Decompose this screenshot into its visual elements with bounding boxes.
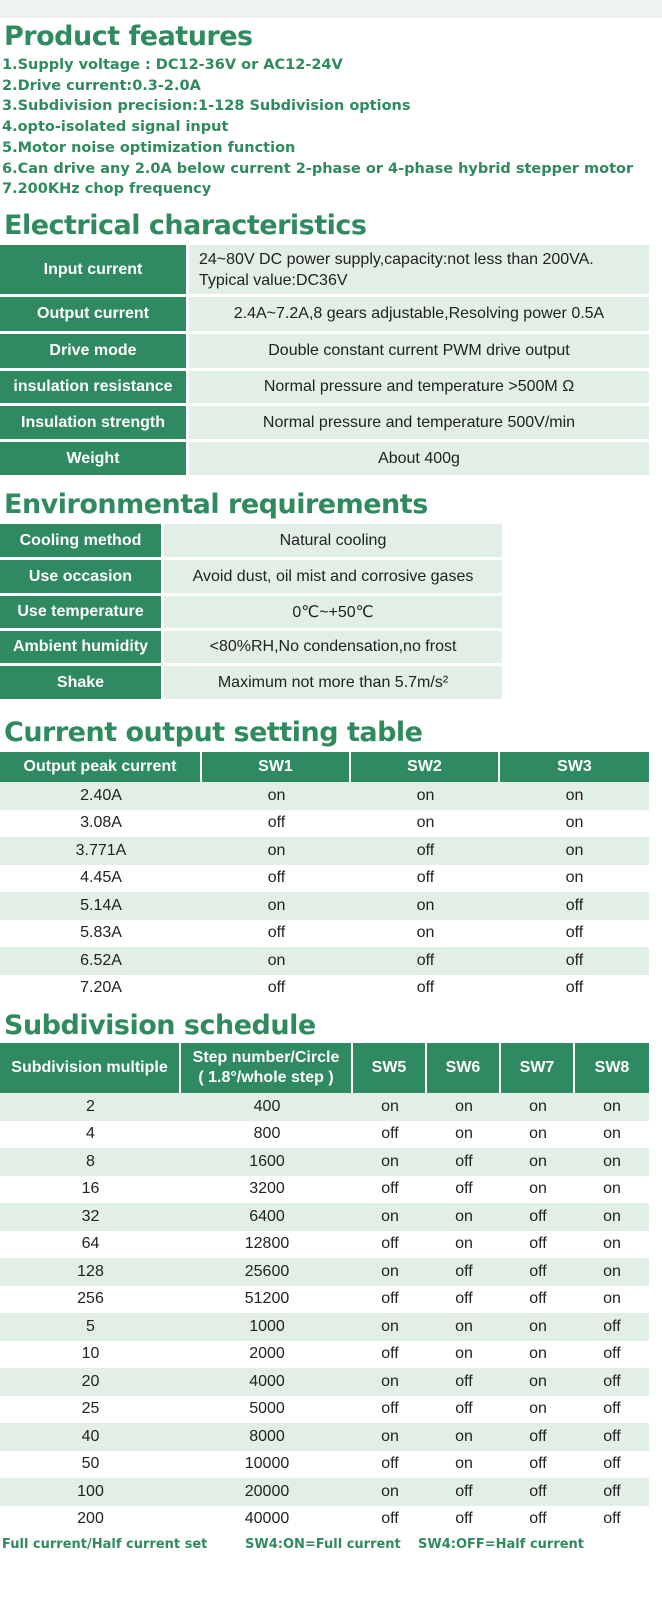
table-cell: off bbox=[353, 1176, 427, 1204]
table-cell: 3.08A bbox=[0, 810, 202, 838]
table-cell: on bbox=[427, 1231, 501, 1259]
table-cell: 8000 bbox=[181, 1423, 353, 1451]
table-row bbox=[0, 1286, 649, 1314]
table-cell: off bbox=[501, 1478, 575, 1506]
row-value: <80%RH,No condensation,no frost bbox=[164, 631, 502, 666]
table-cell: 2.40A bbox=[0, 782, 202, 810]
table-row bbox=[0, 1176, 649, 1204]
table-cell: 40 bbox=[0, 1423, 181, 1451]
table-cell: on bbox=[575, 1176, 649, 1204]
table-row bbox=[0, 1451, 649, 1479]
table-cell: on bbox=[501, 1341, 575, 1369]
feature-item: 1.Supply voltage : DC12-36V or AC12-24V bbox=[2, 57, 343, 73]
table-row bbox=[0, 406, 649, 442]
row-value: Maximum not more than 5.7m/s² bbox=[164, 666, 502, 702]
table-cell: 5 bbox=[0, 1313, 181, 1341]
table-cell: on bbox=[501, 1176, 575, 1204]
row-label: Cooling method bbox=[0, 524, 164, 560]
table-cell: off bbox=[575, 1341, 649, 1369]
table-row bbox=[0, 1368, 649, 1396]
table-cell: on bbox=[427, 1341, 501, 1369]
table-cell: on bbox=[501, 1368, 575, 1396]
table-cell: off bbox=[500, 892, 649, 920]
table-row bbox=[0, 442, 649, 478]
table-cell: off bbox=[501, 1231, 575, 1259]
table-cell: 50 bbox=[0, 1451, 181, 1479]
current-table-title: Current output setting table bbox=[4, 717, 423, 748]
table-cell: off bbox=[575, 1451, 649, 1479]
table-cell: off bbox=[575, 1506, 649, 1534]
table-row bbox=[0, 865, 649, 893]
table-row bbox=[0, 1231, 649, 1259]
row-label: Use temperature bbox=[0, 596, 164, 631]
table-cell: 5000 bbox=[181, 1396, 353, 1424]
row-value: Normal pressure and temperature >500M Ω bbox=[189, 371, 649, 406]
feature-item: 6.Can drive any 2.0A below current 2-phase or 4-phase hybrid stepper motor bbox=[2, 160, 634, 177]
table-cell: on bbox=[353, 1258, 427, 1286]
table-cell: 40000 bbox=[181, 1506, 353, 1534]
table-cell: off bbox=[427, 1506, 501, 1534]
table-cell: off bbox=[575, 1423, 649, 1451]
table-row bbox=[0, 892, 649, 920]
table-row bbox=[0, 837, 649, 865]
table-cell: off bbox=[351, 837, 500, 865]
table-cell: on bbox=[353, 1423, 427, 1451]
table-cell: on bbox=[351, 892, 500, 920]
column-header-subline: ( 1.8°/whole step ) bbox=[198, 1069, 334, 1086]
table-cell: 2000 bbox=[181, 1341, 353, 1369]
table-cell: 7.20A bbox=[0, 975, 202, 1003]
table-row bbox=[0, 810, 649, 838]
row-label: Weight bbox=[0, 442, 189, 478]
table-cell: on bbox=[353, 1148, 427, 1176]
table-cell: 256 bbox=[0, 1286, 181, 1314]
table-cell: off bbox=[353, 1341, 427, 1369]
table-cell: on bbox=[575, 1121, 649, 1149]
table-cell: on bbox=[353, 1093, 427, 1121]
table-cell: off bbox=[501, 1258, 575, 1286]
table-cell: on bbox=[501, 1148, 575, 1176]
table-cell: on bbox=[202, 837, 351, 865]
table-cell: on bbox=[501, 1121, 575, 1149]
table-cell: on bbox=[427, 1313, 501, 1341]
table-cell: 25600 bbox=[181, 1258, 353, 1286]
row-label: insulation resistance bbox=[0, 371, 189, 406]
table-cell: 2 bbox=[0, 1093, 181, 1121]
table-cell: on bbox=[575, 1148, 649, 1176]
current-table-body bbox=[0, 782, 649, 1002]
table-cell: on bbox=[575, 1093, 649, 1121]
table-row bbox=[0, 666, 502, 702]
table-row bbox=[0, 1203, 649, 1231]
table-row bbox=[0, 1148, 649, 1176]
current-output-table bbox=[0, 752, 649, 1002]
row-value-line: 24~80V DC power supply,capacity:not less than 200VA. bbox=[199, 250, 594, 268]
table-cell: 128 bbox=[0, 1258, 181, 1286]
table-row bbox=[0, 1506, 649, 1534]
table-row bbox=[0, 1313, 649, 1341]
column-header: SW3 bbox=[500, 752, 649, 782]
table-cell: 4000 bbox=[181, 1368, 353, 1396]
environmental-title: Environmental requirements bbox=[4, 489, 428, 520]
table-cell: on bbox=[575, 1203, 649, 1231]
table-row bbox=[0, 245, 649, 297]
table-cell: on bbox=[500, 865, 649, 893]
table-cell: off bbox=[202, 975, 351, 1003]
row-value: Natural cooling bbox=[164, 524, 502, 560]
subdivision-table-body bbox=[0, 1093, 649, 1533]
column-header: SW1 bbox=[202, 752, 351, 782]
table-cell: on bbox=[427, 1423, 501, 1451]
row-value: 2.4A~7.2A,8 gears adjustable,Resolving power 0.5A bbox=[189, 297, 649, 334]
table-cell: off bbox=[427, 1478, 501, 1506]
electrical-title: Electrical characteristics bbox=[4, 210, 367, 241]
table-cell: on bbox=[501, 1313, 575, 1341]
table-cell: 16 bbox=[0, 1176, 181, 1204]
table-cell: off bbox=[427, 1368, 501, 1396]
feature-item: 7.200KHz chop frequency bbox=[2, 181, 212, 198]
table-cell: off bbox=[501, 1203, 575, 1231]
column-header bbox=[181, 1043, 353, 1093]
table-cell: 5.83A bbox=[0, 920, 202, 948]
table-cell: 4.45A bbox=[0, 865, 202, 893]
table-cell: 5.14A bbox=[0, 892, 202, 920]
table-cell: 20 bbox=[0, 1368, 181, 1396]
table-cell: off bbox=[353, 1286, 427, 1314]
table-row bbox=[0, 596, 502, 631]
row-label: Ambient humidity bbox=[0, 631, 164, 666]
table-row bbox=[0, 1258, 649, 1286]
table-cell: on bbox=[351, 920, 500, 948]
table-cell: on bbox=[500, 810, 649, 838]
table-cell: 51200 bbox=[181, 1286, 353, 1314]
table-cell: off bbox=[500, 947, 649, 975]
table-row bbox=[0, 1093, 649, 1121]
footer-note bbox=[0, 1537, 662, 1557]
table-cell: on bbox=[353, 1368, 427, 1396]
table-cell: off bbox=[427, 1176, 501, 1204]
table-cell: on bbox=[353, 1478, 427, 1506]
footer-note-off: SW4:OFF=Half current bbox=[418, 1537, 585, 1552]
row-label: Use occasion bbox=[0, 560, 164, 596]
feature-item: 5.Motor noise optimization function bbox=[2, 139, 296, 156]
table-cell: 25 bbox=[0, 1396, 181, 1424]
table-cell: off bbox=[351, 975, 500, 1003]
table-cell: 8 bbox=[0, 1148, 181, 1176]
product-features-title: Product features bbox=[4, 21, 253, 52]
table-row bbox=[0, 297, 649, 334]
table-cell: off bbox=[353, 1451, 427, 1479]
table-cell: 4 bbox=[0, 1121, 181, 1149]
table-cell: on bbox=[427, 1121, 501, 1149]
table-header-row bbox=[0, 752, 649, 782]
footer-note-on: SW4:ON=Full current bbox=[245, 1537, 401, 1552]
table-cell: off bbox=[575, 1396, 649, 1424]
table-cell: 100 bbox=[0, 1478, 181, 1506]
table-cell: on bbox=[500, 782, 649, 810]
table-cell: on bbox=[427, 1203, 501, 1231]
row-label: Drive mode bbox=[0, 334, 189, 371]
table-row bbox=[0, 1121, 649, 1149]
table-cell: 3200 bbox=[181, 1176, 353, 1204]
table-cell: off bbox=[501, 1451, 575, 1479]
table-cell: off bbox=[575, 1478, 649, 1506]
table-cell: 1600 bbox=[181, 1148, 353, 1176]
table-cell: 6400 bbox=[181, 1203, 353, 1231]
table-cell: 32 bbox=[0, 1203, 181, 1231]
subdivision-title: Subdivision schedule bbox=[4, 1010, 316, 1041]
feature-item: 4.opto-isolated signal input bbox=[2, 119, 229, 136]
table-cell: off bbox=[353, 1231, 427, 1259]
table-cell: 1000 bbox=[181, 1313, 353, 1341]
column-header-line: Step number/Circle bbox=[192, 1049, 340, 1066]
table-cell: on bbox=[427, 1451, 501, 1479]
table-cell: on bbox=[501, 1396, 575, 1424]
table-cell: off bbox=[202, 920, 351, 948]
table-cell: 3.771A bbox=[0, 837, 202, 865]
row-value: Avoid dust, oil mist and corrosive gases bbox=[164, 560, 502, 596]
table-cell: on bbox=[575, 1231, 649, 1259]
table-cell: off bbox=[202, 810, 351, 838]
table-row bbox=[0, 631, 502, 666]
table-cell: 20000 bbox=[181, 1478, 353, 1506]
row-value: Double constant current PWM drive output bbox=[189, 334, 649, 371]
subdivision-table bbox=[0, 1043, 649, 1533]
table-cell: 10 bbox=[0, 1341, 181, 1369]
column-header: SW8 bbox=[575, 1043, 649, 1093]
table-cell: on bbox=[427, 1093, 501, 1121]
table-cell: on bbox=[353, 1203, 427, 1231]
table-cell: on bbox=[202, 892, 351, 920]
column-header: SW7 bbox=[501, 1043, 575, 1093]
table-cell: off bbox=[427, 1396, 501, 1424]
table-cell: off bbox=[427, 1258, 501, 1286]
table-row bbox=[0, 1396, 649, 1424]
table-row bbox=[0, 782, 649, 810]
column-header: SW6 bbox=[427, 1043, 501, 1093]
table-cell: off bbox=[501, 1286, 575, 1314]
table-cell: on bbox=[575, 1258, 649, 1286]
top-strip bbox=[0, 0, 662, 18]
table-row bbox=[0, 1341, 649, 1369]
row-value: 0℃~+50℃ bbox=[164, 596, 502, 631]
table-cell: 400 bbox=[181, 1093, 353, 1121]
environmental-table bbox=[0, 524, 502, 702]
table-cell: 12800 bbox=[181, 1231, 353, 1259]
table-cell: on bbox=[351, 782, 500, 810]
table-cell: off bbox=[351, 947, 500, 975]
table-cell: off bbox=[575, 1313, 649, 1341]
table-cell: off bbox=[500, 975, 649, 1003]
row-label: Shake bbox=[0, 666, 164, 702]
table-row bbox=[0, 334, 649, 371]
footer-note-label: Full current/Half current set bbox=[2, 1537, 208, 1552]
table-cell: on bbox=[501, 1093, 575, 1121]
feature-item: 2.Drive current:0.3-2.0A bbox=[2, 77, 201, 94]
electrical-table bbox=[0, 245, 649, 478]
table-cell: off bbox=[353, 1121, 427, 1149]
row-value: Normal pressure and temperature 500V/min bbox=[189, 406, 649, 442]
table-cell: on bbox=[353, 1313, 427, 1341]
table-cell: 800 bbox=[181, 1121, 353, 1149]
row-value bbox=[189, 245, 649, 297]
table-row bbox=[0, 947, 649, 975]
table-cell: off bbox=[353, 1396, 427, 1424]
table-cell: 6.52A bbox=[0, 947, 202, 975]
table-cell: on bbox=[575, 1286, 649, 1314]
table-cell: on bbox=[202, 782, 351, 810]
table-cell: off bbox=[353, 1506, 427, 1534]
column-header: Subdivision multiple bbox=[0, 1043, 181, 1093]
table-cell: off bbox=[501, 1506, 575, 1534]
table-row bbox=[0, 524, 502, 560]
row-value: About 400g bbox=[189, 442, 649, 478]
table-header-row bbox=[0, 1043, 649, 1093]
table-row bbox=[0, 1478, 649, 1506]
product-features-list bbox=[2, 55, 633, 200]
table-cell: on bbox=[202, 947, 351, 975]
table-cell: on bbox=[500, 837, 649, 865]
row-value-line: Typical value:DC36V bbox=[199, 271, 348, 289]
row-label: Insulation strength bbox=[0, 406, 189, 442]
row-label: Input current bbox=[0, 245, 189, 297]
table-cell: off bbox=[351, 865, 500, 893]
column-header: SW2 bbox=[351, 752, 500, 782]
table-row bbox=[0, 371, 649, 406]
table-cell: off bbox=[575, 1368, 649, 1396]
table-cell: 64 bbox=[0, 1231, 181, 1259]
table-row bbox=[0, 920, 649, 948]
table-cell: off bbox=[501, 1423, 575, 1451]
column-header: Output peak current bbox=[0, 752, 202, 782]
table-cell: on bbox=[351, 810, 500, 838]
row-label: Output current bbox=[0, 297, 189, 334]
table-row bbox=[0, 560, 502, 596]
table-cell: off bbox=[427, 1286, 501, 1314]
table-cell: 200 bbox=[0, 1506, 181, 1534]
feature-item: 3.Subdivision precision:1-128 Subdivision options bbox=[2, 98, 411, 115]
table-row bbox=[0, 1423, 649, 1451]
column-header: SW5 bbox=[353, 1043, 427, 1093]
table-cell: 10000 bbox=[181, 1451, 353, 1479]
table-cell: off bbox=[202, 865, 351, 893]
table-cell: off bbox=[500, 920, 649, 948]
table-row bbox=[0, 975, 649, 1003]
table-cell: off bbox=[427, 1148, 501, 1176]
